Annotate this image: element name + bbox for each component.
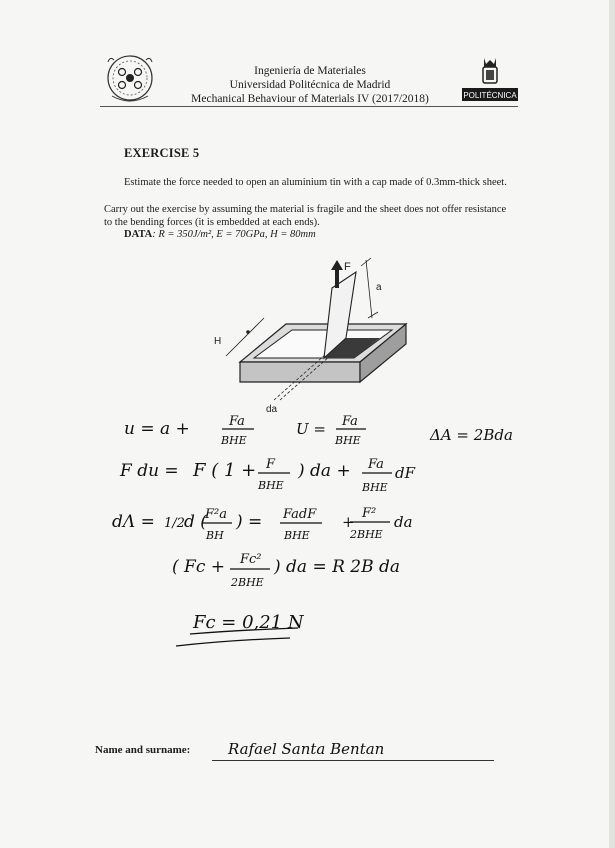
hw-line4-close: ) da = R 2B da xyxy=(274,557,401,577)
hw-line3-plus: + xyxy=(342,513,355,531)
hw-line3-da: da xyxy=(394,513,413,531)
dimension-h-label: H xyxy=(214,336,222,347)
politecnica-badge-text: POLITÉCNICA xyxy=(463,91,517,100)
hw-line3-half: 1/2 xyxy=(164,516,185,531)
hw-line1-right: ΔA = 2Bda xyxy=(430,426,513,444)
data-line xyxy=(124,229,316,240)
hw-line1-v-den: BHE xyxy=(335,434,361,447)
university-seal-logo xyxy=(104,52,162,104)
header-line-3: Mechanical Behaviour of Materials IV (2017/2018) xyxy=(191,93,429,105)
politecnica-logo xyxy=(462,52,518,104)
exercise-paragraph-1: Estimate the force needed to open an aluminium tin with a cap made of 0.3mm-thick sheet. xyxy=(124,177,507,188)
hw-line2-den: BHE xyxy=(258,479,284,492)
hw-line3-den: BH xyxy=(206,529,224,542)
header-divider xyxy=(100,106,518,107)
data-label: DATA xyxy=(124,229,153,240)
hw-line2-den2: BHE xyxy=(362,481,388,494)
page-edge xyxy=(609,0,615,848)
name-surname-label: Name and surname: xyxy=(95,744,191,756)
header-line-1: Ingeniería de Materiales xyxy=(254,65,366,77)
hw-line2-left: F du = xyxy=(120,461,179,481)
hw-line3-num: F²a xyxy=(205,507,227,522)
header-line-2: Universidad Politécnica de Madrid xyxy=(229,79,391,91)
hw-line3-den3: 2BHE xyxy=(350,528,383,541)
dimension-a-label: a xyxy=(376,282,382,293)
hw-line1-left: u = a + xyxy=(124,419,190,439)
hw-line4-den: 2BHE xyxy=(231,576,264,589)
hw-line4-open: ( Fc + xyxy=(172,557,226,577)
exercise-paragraph-2: Carry out the exercise by assuming the material is fragile and the sheet does not offer resistance to the bending forces (it is embedded at each ends). xyxy=(104,204,507,228)
hw-line4-num: Fc² xyxy=(240,552,262,567)
hw-line1-den: BHE xyxy=(221,434,247,447)
hw-line3-eq: ) = xyxy=(236,512,263,532)
final-answer: Fc = 0,21 N xyxy=(193,612,304,633)
dimension-da-label: da xyxy=(266,404,278,415)
hw-line2-num: F xyxy=(266,457,276,472)
hw-line1-v: U = xyxy=(296,420,326,438)
hw-line2-df: dF xyxy=(395,464,416,482)
hw-line3-num2: FadF xyxy=(283,507,317,522)
hw-line3-num3: F² xyxy=(362,506,377,521)
tin-cap-diagram xyxy=(196,258,426,418)
hw-line2-mid: F ( 1 + xyxy=(193,460,257,481)
hw-line2-num2: Fa xyxy=(368,457,384,472)
name-underline xyxy=(212,760,494,761)
hw-line3-d: d ( xyxy=(184,512,207,532)
hw-line2-close: ) da + xyxy=(298,461,351,481)
data-values: : R = 350J/m², E = 70GPa, H = 80mm xyxy=(152,229,316,240)
hw-line1-v-num: Fa xyxy=(342,414,358,429)
signature: Rafael Santa Bentan xyxy=(228,740,385,758)
hw-line1-num: Fa xyxy=(229,414,245,429)
force-label: F xyxy=(344,261,351,273)
document-header xyxy=(160,64,460,106)
hw-line3-den2: BHE xyxy=(284,529,310,542)
hw-line3-left: dΛ = xyxy=(112,512,155,532)
exercise-title: EXERCISE 5 xyxy=(124,146,200,160)
